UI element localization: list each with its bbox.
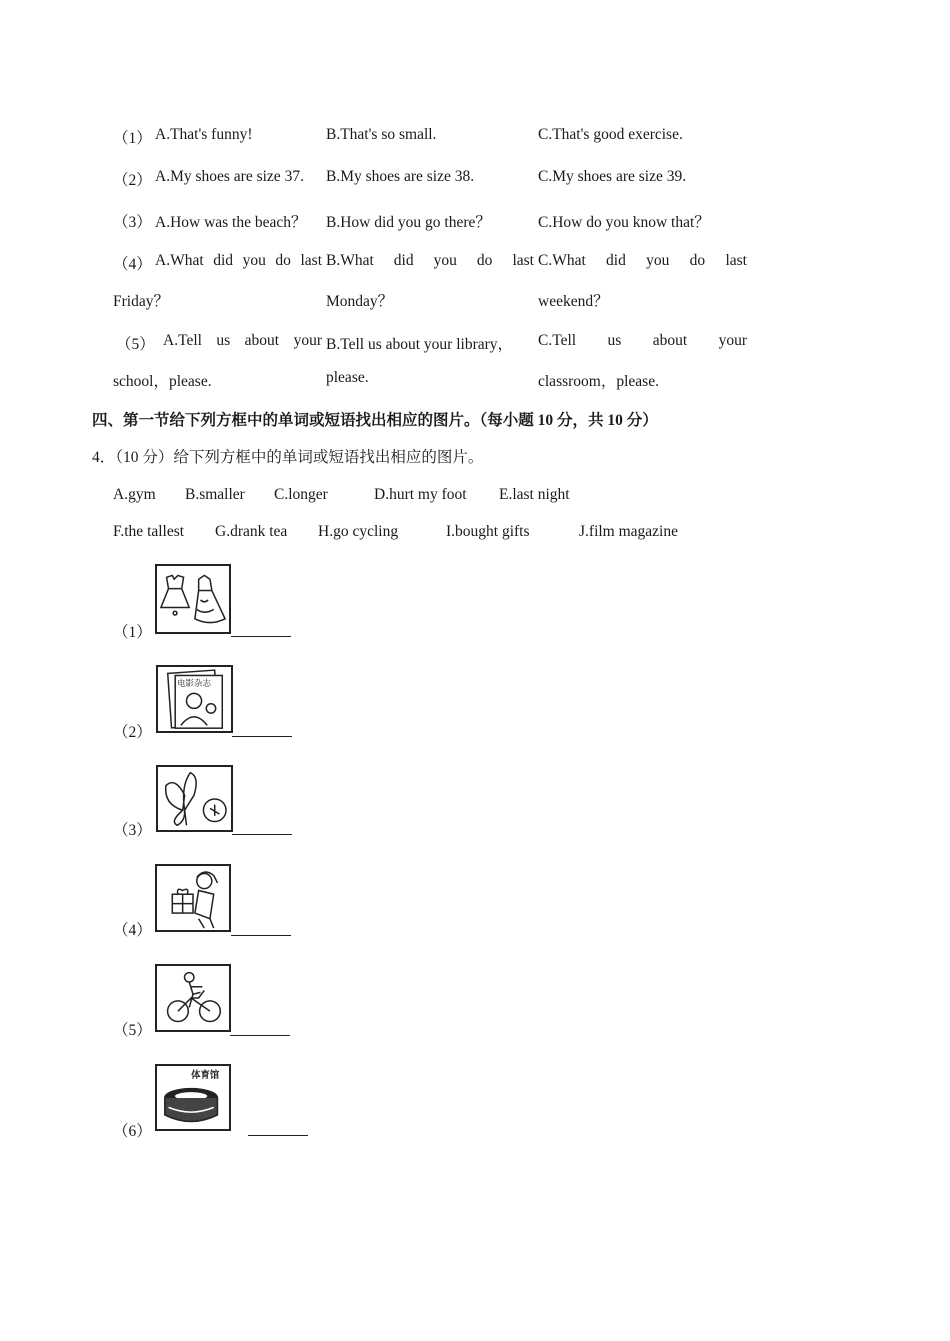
option-5b-line1: B.Tell us about your library， [326, 336, 514, 353]
girl-with-gifts-icon [155, 864, 231, 932]
option-4-num: （4） [113, 256, 152, 273]
item-3-num: （3） [113, 822, 152, 839]
magazine-title: 电影杂志 [177, 677, 211, 688]
option-4b-line2: Monday？ [326, 293, 394, 310]
word-g: G.drank tea [215, 523, 288, 540]
option-4b-line1: B.What did you do last [326, 252, 534, 269]
option-2b: B.My shoes are size 38. [326, 168, 475, 185]
word-f: F.the tallest [113, 523, 185, 540]
option-5c-line2: classroom，please. [538, 373, 659, 390]
answer-blank-2[interactable] [232, 736, 292, 737]
answer-blank-1[interactable] [231, 636, 291, 637]
answer-blank-5[interactable] [230, 1035, 290, 1036]
option-1c: C.That's good exercise. [538, 126, 683, 143]
section-heading: 四、第一节给下列方框中的单词或短语找出相应的图片。（每小题 10 分，共 10 分） [92, 412, 658, 429]
word-h: H.go cycling [318, 523, 399, 540]
word-b: B.smaller [185, 486, 245, 503]
option-4c-line1: C.What did you do last [538, 252, 747, 269]
question-4-stem: 4．（10 分）给下列方框中的单词或短语找出相应的图片。 [92, 449, 484, 466]
item-1-num: （1） [113, 624, 152, 641]
option-3a: A.How was the beach？ [155, 214, 307, 231]
answer-blank-3[interactable] [232, 834, 292, 835]
item-4-num: （4） [113, 922, 152, 939]
option-4a-line1: A.What did you do last [155, 252, 322, 269]
option-4c-line2: weekend？ [538, 293, 609, 310]
answer-blank-4[interactable] [231, 935, 291, 936]
word-a: A.gym [113, 486, 156, 503]
option-1-num: （1） [113, 130, 152, 147]
dresses-icon [155, 564, 231, 634]
option-3-num: （3） [113, 214, 152, 231]
option-5-num: （5） [116, 336, 155, 353]
cyclist-icon [155, 964, 231, 1032]
option-1b: B.That's so small. [326, 126, 437, 143]
option-3c: C.How do you know that？ [538, 214, 710, 231]
item-5-num: （5） [113, 1022, 152, 1039]
option-5a-line1: A.Tell us about your [163, 332, 322, 349]
word-d: D.hurt my foot [374, 486, 467, 503]
word-c: C.longer [274, 486, 328, 503]
item-2-num: （2） [113, 724, 152, 741]
answer-blank-6[interactable] [248, 1135, 308, 1136]
option-2-num: （2） [113, 172, 152, 189]
option-2a: A.My shoes are size 37. [155, 168, 304, 185]
option-1a: A.That's funny! [155, 126, 253, 143]
option-5a-line2: school，please. [113, 373, 212, 390]
option-5b-line2: please. [326, 369, 369, 386]
option-2c: C.My shoes are size 39. [538, 168, 687, 185]
option-5c-line1: C.Tell us about your [538, 332, 747, 349]
word-e: E.last night [499, 486, 570, 503]
word-j: J.film magazine [579, 523, 678, 540]
word-i: I.bought gifts [446, 523, 530, 540]
film-magazine-icon [156, 665, 233, 733]
option-4a-line2: Friday？ [113, 293, 169, 310]
butterfly-kite-icon [156, 765, 233, 832]
item-6-num: （6） [113, 1123, 152, 1140]
gym-icon [155, 1064, 231, 1131]
option-3b: B.How did you go there？ [326, 214, 491, 231]
gym-sign: 体育馆 [191, 1070, 220, 1082]
